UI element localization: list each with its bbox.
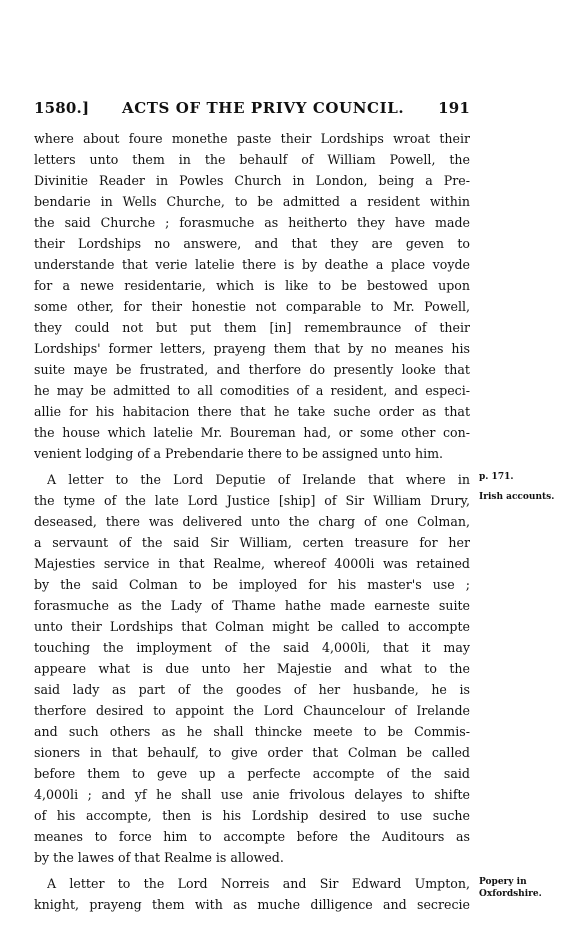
text-line: therfore desired to appoint the Lord Chauncelour of Irelande (34, 703, 470, 718)
text-line: of his accompte, then is his Lordship desired to use suche (34, 808, 470, 823)
text-line: before them to geve up a perfecte accompte of the said (34, 766, 470, 781)
text-line: 4,000li ; and yf he shall use anie frivolous delayes to shifte (34, 787, 470, 802)
text-line: allie for his habitacion there that he take suche order as that (34, 404, 470, 419)
running-header (34, 97, 470, 119)
text-line: deseased, there was delivered unto the charg of one Colman, (34, 514, 470, 529)
text-line: venient lodging of a Prebendarie there to be assigned unto him. (34, 446, 444, 461)
margin-note-page-ref: p. 171. (479, 472, 514, 482)
text-line: Lordships' former letters, prayeng them that by no meanes his (34, 341, 470, 356)
text-line: the said Churche ; forasmuche as heitherto they have made (34, 215, 470, 230)
header-year: 1580.] (34, 99, 90, 117)
page-number: 191 (438, 99, 470, 117)
text-line: appeare what is due unto her Majestie and what to the (34, 661, 470, 676)
header-title: ACTS OF THE PRIVY COUNCIL. (122, 99, 405, 117)
text-line: a servaunt of the said Sir William, certen treasure for her (34, 535, 470, 550)
text-line: Majesties service in that Realme, whereof 4000li was retained (34, 556, 470, 571)
text-line: sioners in that behaulf, to give order that Colman be called (34, 745, 470, 760)
text-line: the house which latelie Mr. Boureman had, or some other con- (34, 425, 470, 440)
text-line: suite maye be frustrated, and therfore do presently looke that (34, 362, 470, 377)
text-line: the tyme of the late Lord Justice [ship] of Sir William Drury, (34, 493, 470, 508)
text-line: some other, for their honestie not comparable to Mr. Powell, (34, 299, 470, 314)
text-line: bendarie in Wells Churche, to be admitted a resident within (34, 194, 470, 209)
text-line: forasmuche as the Lady of Thame hathe made earneste suite (34, 598, 470, 613)
margin-note-irish-accounts: Irish accounts. (479, 492, 555, 502)
text-line: they could not but put them [in] remembraunce of their (34, 320, 470, 335)
margin-note-oxfordshire: Oxfordshire. (479, 889, 542, 899)
text-line: unto their Lordships that Colman might be called to accompte (34, 619, 470, 634)
text-line: he may be admitted to all comodities of a resident, and especi- (34, 383, 470, 398)
text-line: A letter to the Lord Norreis and Sir Edward Umpton, (47, 876, 470, 891)
text-line: A letter to the Lord Deputie of Irelande that where in (47, 472, 470, 487)
margin-note-popery: Popery in (479, 877, 527, 887)
text-line: touching the imployment of the said 4,000li, that it may (34, 640, 470, 655)
text-line: for a newe residentarie, which is like to be bestowed upon (34, 278, 470, 293)
text-line: meanes to force him to accompte before the Auditours as (34, 829, 470, 844)
text-line: said lady as part of the goodes of her husbande, he is (34, 682, 470, 697)
text-line: where about foure monethe paste their Lordships wroat their (34, 131, 470, 146)
text-line: Divinitie Reader in Powles Church in London, being a Pre- (34, 173, 470, 188)
text-line: by the said Colman to be imployed for his master's use ; (34, 577, 470, 592)
text-line: letters unto them in the behaulf of William Powell, the (34, 152, 470, 167)
text-line: knight, prayeng them with as muche dilligence and secrecie (34, 897, 470, 912)
text-line: by the lawes of that Realme is allowed. (34, 850, 284, 865)
text-line: understande that verie latelie there is by deathe a place voyde (34, 257, 470, 272)
text-line: their Lordships no answere, and that they are geven to (34, 236, 470, 251)
text-line: and such others as he shall thincke meete to be Commis- (34, 724, 470, 739)
